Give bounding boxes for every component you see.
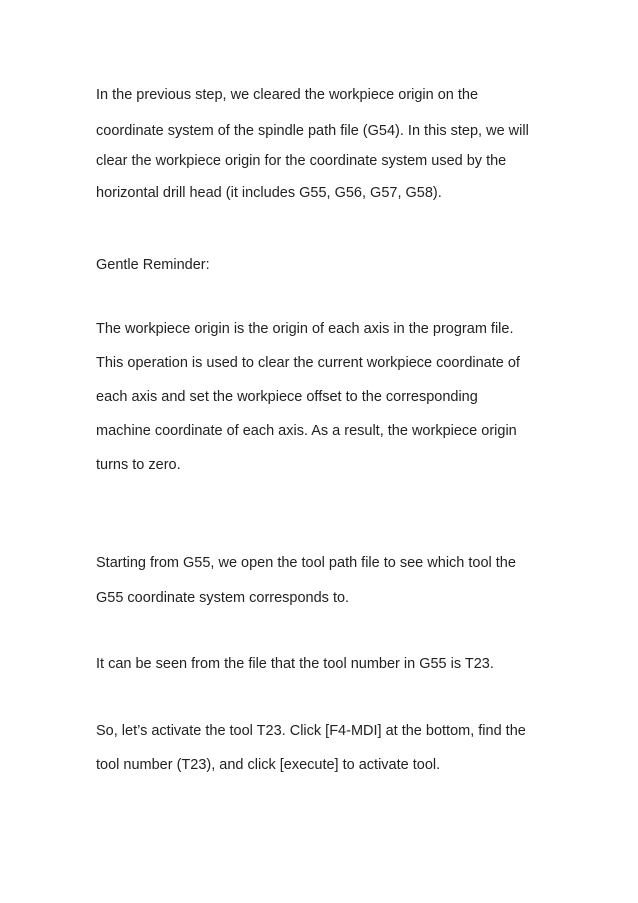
paragraph-1-line-3: clear the workpiece origin for the coordinate system used by the bbox=[96, 153, 507, 169]
paragraph-1-line-1: In the previous step, we cleared the workpiece origin on the bbox=[96, 87, 479, 103]
paragraph-4-line-1: It can be seen from the file that the tool number in G55 is T23. bbox=[96, 656, 494, 672]
paragraph-3-line-2: G55 coordinate system corresponds to. bbox=[96, 590, 350, 606]
paragraph-2-line-5: turns to zero. bbox=[96, 457, 181, 473]
paragraph-2-line-1: The workpiece origin is the origin of each axis in the program file. bbox=[96, 321, 514, 337]
paragraph-1-line-2: coordinate system of the spindle path file (G54). In this step, we will bbox=[96, 123, 529, 139]
paragraph-1-line-4: horizontal drill head (it includes G55, G56, G57, G58). bbox=[96, 185, 442, 201]
reminder-heading: Gentle Reminder: bbox=[96, 257, 210, 273]
paragraph-5-line-2: tool number (T23), and click [execute] to activate tool. bbox=[96, 757, 441, 773]
paragraph-2-line-3: each axis and set the workpiece offset to the corresponding bbox=[96, 389, 478, 405]
paragraph-3-line-1: Starting from G55, we open the tool path file to see which tool the bbox=[96, 555, 516, 571]
paragraph-5-line-1: So, let’s activate the tool T23. Click [F4-MDI] at the bottom, find the bbox=[96, 723, 526, 739]
paragraph-2-line-4: machine coordinate of each axis. As a result, the workpiece origin bbox=[96, 423, 517, 439]
paragraph-2-line-2: This operation is used to clear the current workpiece coordinate of bbox=[96, 355, 520, 371]
